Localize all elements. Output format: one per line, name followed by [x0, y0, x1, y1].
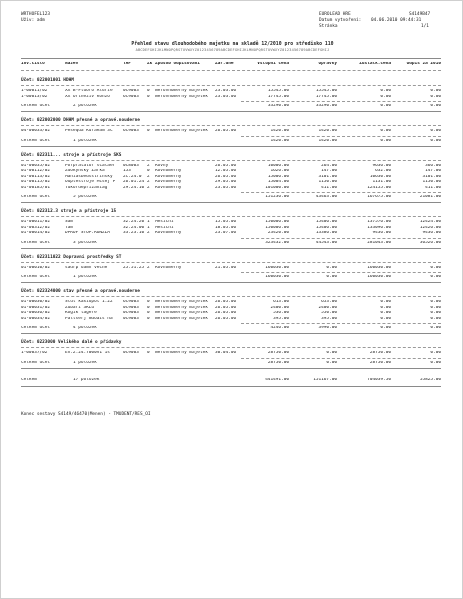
table-cell: 2: [147, 231, 150, 235]
table-cell: 01-00030/02: [21, 300, 51, 304]
group-separator: [21, 248, 441, 249]
grand-total-value: 151167.00: [313, 377, 337, 382]
table-cell: 6C9003: [123, 300, 139, 304]
table-cell: DPROF STOP.RUNZLA: [65, 231, 110, 235]
table-cell: 550.00: [321, 311, 337, 315]
page-number: 1/1: [421, 24, 429, 29]
table-cell: 411.00: [425, 185, 441, 190]
table-cell: 0: [147, 351, 150, 355]
table-cell: Maniasbedsstrinsky: [65, 174, 113, 179]
table-cell: 23.07.06: [215, 231, 237, 235]
table-cell: 15.05.06: [215, 220, 237, 224]
subtotal-rule: [241, 136, 441, 137]
table-cell: 101000.00: [265, 185, 289, 190]
total-value: 0.00: [430, 326, 441, 330]
table-cell: 28750.00: [369, 351, 391, 355]
account-heading: Účet: 022002000 DHHM přesné a opravé.nouderne: [21, 118, 140, 123]
total-value: 33290.00: [267, 104, 289, 108]
group-separator: [21, 333, 441, 334]
table-cell: 01-00031/02: [21, 305, 51, 310]
total-value: 160030.00: [367, 275, 391, 279]
account-heading: Účet: 022312.3 stroje a přístroje 15: [21, 209, 117, 214]
table-cell: 9436.00: [422, 231, 441, 235]
group-rule: [21, 296, 441, 297]
table-cell: Zdokynský Zárka: [65, 169, 105, 173]
table-cell: 6C9003: [123, 129, 139, 133]
table-cell: Nerovnoměrný majetek: [155, 94, 208, 99]
grand-total-rule: [21, 386, 441, 387]
group-rule: [21, 262, 441, 263]
column-header: Inv.číslo: [21, 62, 45, 66]
total-value: 44543.00: [315, 240, 337, 245]
table-cell: 0C9003: [123, 311, 139, 315]
table-cell: 0C9003: [123, 305, 139, 310]
report-title: Přehled stavu dlouhodobého majetku na skladě 12/2010 pro středisko 110: [131, 42, 334, 47]
table-cell: 3101.00: [318, 174, 337, 179]
total-value: 151236.00: [265, 195, 289, 199]
column-header: Zůstatk.cena: [359, 62, 391, 66]
group-rule: [21, 125, 441, 126]
header-rule-top: [21, 58, 441, 59]
table-cell: 160030.00: [265, 265, 289, 270]
total-count: 3 položek: [73, 240, 97, 245]
group-rule: [21, 347, 441, 348]
table-cell: Rovnoměrný: [155, 185, 182, 190]
total-label: Celkem účet: [21, 326, 51, 330]
table-cell: 10006.00: [267, 163, 289, 168]
account-heading: Účet: 022324000 stav přesné a opravé.nouderne: [21, 289, 140, 294]
column-header: Vstupní cena: [257, 62, 289, 66]
created-value: 04.06.2010 09:44:31: [371, 18, 422, 23]
table-cell: 1131.00: [372, 180, 391, 184]
table-cell: 160030.00: [367, 265, 391, 270]
table-cell: 0.00: [326, 265, 337, 270]
total-value: 0.00: [326, 275, 337, 279]
report-footer: Konec sestavy S4149/46470(Menen) - TMUDENT/RES_OI: [21, 412, 151, 417]
table-cell: 1420.00: [318, 129, 337, 133]
subtotal-rule: [241, 101, 441, 102]
table-cell: 0: [147, 129, 150, 133]
table-cell: 1150.00: [422, 180, 441, 184]
group-separator: [21, 368, 441, 369]
table-cell: Rovnoměrný: [155, 180, 182, 184]
table-cell: 0: [147, 305, 150, 310]
table-cell: sádrp oamn věcne: [65, 265, 108, 270]
table-cell: 23420.00: [267, 231, 289, 235]
company-label: EUROLEAD HRE: [319, 12, 351, 17]
table-cell: 1: [147, 220, 150, 224]
subtotal-rule: [241, 192, 441, 193]
column-header: Způsob odpisování: [155, 62, 200, 66]
table-cell: 26.01.24: [123, 180, 145, 184]
table-cell: 26.05.06: [215, 163, 237, 168]
table-cell: 395.00: [273, 316, 289, 321]
table-cell: Sam: [65, 220, 73, 224]
table-cell: 0C8003: [123, 163, 139, 168]
column-header: Zk: [147, 62, 153, 66]
table-cell: 1420.00: [270, 129, 289, 133]
column-header: Oprávky: [318, 62, 337, 66]
table-row: [21, 351, 441, 357]
table-row: [21, 266, 441, 272]
table-row: [21, 317, 441, 323]
table-cell: 395.00: [321, 316, 337, 321]
group-rule: [21, 216, 441, 217]
table-cell: Nerovnoměrný majetek: [155, 311, 208, 315]
table-cell: Stůl kaxiopot 1.22: [65, 300, 113, 304]
total-value: 0.00: [430, 104, 441, 108]
table-cell: 17745.00: [267, 94, 289, 99]
table-cell: 1-00013/02: [21, 94, 48, 99]
table-cell: 29.24.10: [123, 185, 145, 190]
grand-total-value: 704039.50: [367, 377, 391, 382]
table-cell: Ouplestroje Mcsej P: [65, 180, 116, 184]
table-cell: 1150.00: [318, 180, 337, 184]
table-cell: 01-00034/02: [21, 316, 51, 321]
table-cell: Nerovnoměrný majetek: [155, 351, 208, 355]
table-cell: 632.00: [375, 169, 391, 173]
table-cell: 0: [147, 94, 150, 99]
total-count: 5 položek: [73, 195, 97, 199]
table-cell: 0.00: [430, 89, 441, 93]
table-cell: 15406.00: [315, 225, 337, 230]
table-cell: Nerovnoměrný majetek: [155, 300, 208, 304]
total-value: 21081.00: [419, 195, 441, 199]
account-total-row: [21, 104, 441, 110]
account-total-row: [21, 361, 441, 367]
total-count: 1 položek: [73, 360, 97, 365]
account-heading: Účet: 022311... stroje a přístroje SKS: [21, 152, 122, 158]
subtotal-rule: [241, 323, 441, 324]
table-cell: 0: [147, 89, 150, 93]
table-cell: 2400.00: [318, 305, 337, 310]
table-cell: 13386.00: [315, 231, 337, 235]
account-total-row: [21, 195, 441, 201]
table-cell: 0C9003: [123, 316, 139, 321]
table-cell: 04-00033/02: [21, 129, 51, 133]
table-cell: 653.00: [321, 300, 337, 304]
total-value: 1420.00: [318, 138, 337, 143]
table-row: [21, 129, 441, 135]
column-header: Název: [65, 62, 79, 66]
account-total-row: [21, 241, 441, 247]
column-header: TAP: [123, 62, 131, 66]
table-cell: 0: [147, 300, 150, 304]
total-count: 1 položek: [73, 275, 97, 279]
grand-total-value: 441491.00: [265, 377, 289, 382]
table-cell: 9636.00: [372, 163, 391, 168]
table-cell: Eh.2.24.7000V1 1s: [65, 351, 110, 355]
total-value: 167675.00: [367, 195, 391, 199]
table-cell: 0.00: [430, 305, 441, 310]
table-cell: 17745.00: [315, 94, 337, 99]
table-cell: Rovnoměrný: [155, 231, 182, 235]
grand-total-value: 55825.00: [419, 377, 441, 382]
group-separator: [21, 282, 441, 283]
table-cell: Pallserj mdoais na: [65, 316, 113, 321]
table-cell: 0.00: [430, 300, 441, 304]
table-cell: 0C9003: [123, 351, 139, 355]
table-cell: 0.00: [430, 265, 441, 270]
table-cell: Kogik lagere: [65, 311, 97, 315]
table-cell: XX Ortheziv konzo: [65, 94, 110, 99]
report-user: Uživ: adm: [21, 18, 45, 23]
table-cell: 6C9003: [123, 94, 139, 99]
table-cell: 18.05.06: [215, 225, 237, 230]
table-cell: 2: [147, 265, 150, 270]
table-cell: Rovnoměrný: [155, 174, 182, 179]
column-header: Zař.dne: [215, 62, 234, 66]
account-total-row: [21, 326, 441, 332]
table-cell: 30.04.06: [215, 351, 237, 355]
total-value: 28750.00: [369, 360, 391, 365]
subtotal-rule: [241, 238, 441, 239]
table-cell: Pesequa Kuraeam 3C: [65, 129, 113, 133]
total-value: 0.00: [380, 138, 391, 143]
table-cell: Nerovnoměrný majetek: [155, 129, 208, 133]
table-cell: 2C.24.0: [123, 174, 142, 179]
table-cell: 147.00: [321, 169, 337, 173]
table-cell: 2: [147, 185, 150, 190]
table-cell: 0: [147, 311, 150, 315]
table-cell: 32.24.20: [123, 220, 145, 224]
grand-total-row: [21, 378, 441, 384]
report-subtitle: ABCDEFGHIJKLMNOPQRSTUVWXYZ0123456789ABCDEFGHIJKLMNOPQRSTUVWXYZ0123456789ABCDEFGHIJ: [135, 48, 330, 52]
total-value: 1420.00: [270, 138, 289, 143]
total-value: 0.00: [430, 138, 441, 143]
table-cell: 01-00014/02: [21, 231, 51, 235]
table-cell: 01-00185/01: [21, 185, 51, 190]
table-cell: 133096.00: [367, 225, 391, 230]
table-cell: 2400.00: [270, 305, 289, 310]
table-cell: 01-00010/02: [21, 265, 51, 270]
total-count: 1 položek: [73, 138, 97, 143]
header-rule-bottom: [21, 70, 441, 71]
account-total-row: [21, 139, 441, 145]
company-code: S4149B47: [409, 12, 431, 17]
table-cell: 0.00: [430, 351, 441, 355]
table-cell: 01-00035/02: [21, 163, 51, 168]
table-cell: Rovnoměrný: [155, 169, 182, 173]
table-cell: 0.00: [326, 351, 337, 355]
table-cell: 12.05.06: [215, 169, 237, 173]
total-label: Celkem účet: [21, 195, 51, 199]
subtotal-rule: [241, 358, 441, 359]
table-cell: 1626.00: [270, 169, 289, 173]
account-heading: Účet: 022001001 HDHM: [21, 78, 74, 83]
table-cell: Měsíční: [155, 225, 174, 230]
page-label: Stránka: [319, 24, 338, 29]
column-header: Odpis za 2010: [406, 62, 441, 66]
total-value: 281043.00: [367, 240, 391, 245]
table-cell: 0.00: [380, 316, 391, 321]
total-label: Celkem účet: [21, 104, 51, 108]
table-cell: 26.05.06: [215, 316, 237, 321]
table-cell: 0.00: [380, 89, 391, 93]
table-cell: 2: [147, 163, 150, 168]
table-cell: 613.00: [273, 300, 289, 304]
table-cell: 366.00: [425, 163, 441, 168]
table-cell: Měsíční: [155, 220, 174, 224]
table-cell: 0.00: [380, 94, 391, 99]
table-cell: 28750.00: [267, 351, 289, 355]
table-cell: 12426.00: [419, 225, 441, 230]
total-value: 0.00: [430, 360, 441, 365]
table-cell: 15545.00: [267, 89, 289, 93]
table-cell: 150006.00: [265, 225, 289, 230]
total-value: 0.00: [380, 326, 391, 330]
group-separator: [21, 146, 441, 147]
table-cell: 264.00: [321, 163, 337, 168]
table-cell: 01-00011/02: [21, 220, 51, 224]
table-cell: 32.24.00: [123, 225, 145, 230]
total-label: Celkem účet: [21, 240, 51, 245]
table-cell: 15006.00: [267, 174, 289, 179]
group-separator: [21, 111, 441, 112]
table-cell: 147.00: [425, 169, 441, 173]
table-cell: Rovnoměrný: [155, 265, 182, 270]
table-cell: 0C9003: [123, 89, 139, 93]
group-rule: [21, 160, 441, 161]
table-row: [21, 95, 441, 101]
table-cell: 25.51.25: [123, 265, 145, 270]
total-value: 0.00: [326, 360, 337, 365]
table-cell: 10630.00: [369, 174, 391, 179]
table-cell: 3101.00: [422, 174, 441, 179]
table-cell: 0.00: [380, 311, 391, 315]
table-cell: 0.00: [430, 311, 441, 315]
table-cell: 12424.00: [419, 220, 441, 224]
table-cell: 2: [147, 174, 150, 179]
table-cell: 411.00: [321, 185, 337, 190]
group-rule: [21, 85, 441, 86]
table-cell: 0: [147, 316, 150, 321]
account-heading: Účet: 0223000 Velikého dalé o přídavky: [21, 340, 122, 345]
subtotal-rule: [241, 272, 441, 273]
table-cell: 26.05.06: [215, 300, 237, 304]
table-cell: 150006.00: [265, 220, 289, 224]
total-count: 2 položek: [73, 104, 97, 108]
total-value: 0.00: [430, 275, 441, 279]
total-label: Celkem účet: [21, 138, 51, 143]
table-cell: 1-00011/02: [21, 89, 48, 93]
group-separator: [21, 202, 441, 203]
total-value: 28750.00: [267, 360, 289, 365]
table-cell: 0.00: [380, 300, 391, 304]
table-cell: 1-00037/02: [21, 351, 48, 355]
account-total-row: [21, 275, 441, 281]
table-cell: 124155.00: [367, 185, 391, 190]
table-cell: Nerovnoměrný majetek: [155, 89, 208, 93]
table-cell: 153: [123, 169, 131, 173]
table-cell: 0.00: [380, 305, 391, 310]
table-cell: 9436.00: [372, 231, 391, 235]
table-row: [21, 186, 441, 192]
table-cell: 33.23.10: [123, 231, 145, 235]
table-cell: Tukordeprizaniag: [65, 185, 108, 190]
table-cell: 26.05.06: [215, 311, 237, 315]
table-cell: 0.00: [430, 316, 441, 321]
total-value: 36526.00: [419, 240, 441, 245]
table-cell: 01-00115/02: [21, 180, 51, 184]
total-label: Celkem účet: [21, 275, 51, 279]
account-heading: Účet: 022311022 Dopravní prostředky ST: [21, 254, 122, 260]
grand-total-count: 17 položek: [73, 377, 100, 382]
table-cell: 15545.00: [315, 89, 337, 93]
total-value: 0.00: [380, 104, 391, 108]
table-cell: 01-00113/02: [21, 174, 51, 179]
table-cell: 15004.00: [267, 180, 289, 184]
table-cell: Porpratator scalaer: [65, 163, 116, 168]
total-value: 33290.00: [315, 104, 337, 108]
table-cell: 0.00: [430, 94, 441, 99]
table-cell: 01-00036/02: [21, 311, 51, 315]
table-cell: 1: [147, 225, 150, 230]
grand-total-label: Celkem: [21, 377, 37, 382]
table-cell: 0.00: [430, 129, 441, 133]
table-cell: 0.00: [380, 129, 391, 133]
total-value: 160030.00: [265, 275, 289, 279]
total-value: 323432.00: [265, 240, 289, 245]
report-code: WRTHOFEL123: [21, 12, 51, 17]
table-cell: 29.05.06: [215, 180, 237, 184]
table-cell: 21.05.06: [215, 265, 237, 270]
table-cell: 2: [147, 180, 150, 184]
table-cell: XX B-Fluoro Aldrie: [65, 89, 113, 93]
table-cell: Nerovnoměrný majetek: [155, 305, 208, 310]
table-cell: Nerovnoměrný majetek: [155, 316, 208, 321]
table-cell: 536.00: [273, 311, 289, 315]
table-cell: Rovný: [155, 163, 169, 168]
table-cell: 26.05.06: [215, 305, 237, 310]
total-value: 4246.00: [270, 326, 289, 330]
table-cell: 01-00112/02: [21, 169, 51, 173]
table-cell: 137576.00: [367, 220, 391, 224]
created-label: Datum vytvoření:: [319, 18, 362, 23]
total-value: 3990.00: [318, 326, 337, 330]
total-count: 4 položek: [73, 326, 97, 330]
table-cell: Tam: [65, 225, 73, 230]
table-cell: 0: [147, 169, 150, 173]
total-label: Celkem účet: [21, 360, 51, 365]
table-cell: 01-00312/02: [21, 225, 51, 230]
table-cell: 23.03.06: [215, 89, 237, 93]
table-row: [21, 231, 441, 237]
total-value: 43463.00: [315, 195, 337, 199]
table-cell: 15406.00: [315, 220, 337, 224]
table-cell: 23.03.06: [215, 94, 237, 99]
table-cell: 23.05.06: [215, 185, 237, 190]
column-header-row: [21, 62, 441, 68]
table-cell: Zubaři 3KLu: [65, 305, 95, 310]
table-cell: 26.05.06: [215, 129, 237, 133]
table-cell: 26.05.06: [215, 174, 237, 179]
